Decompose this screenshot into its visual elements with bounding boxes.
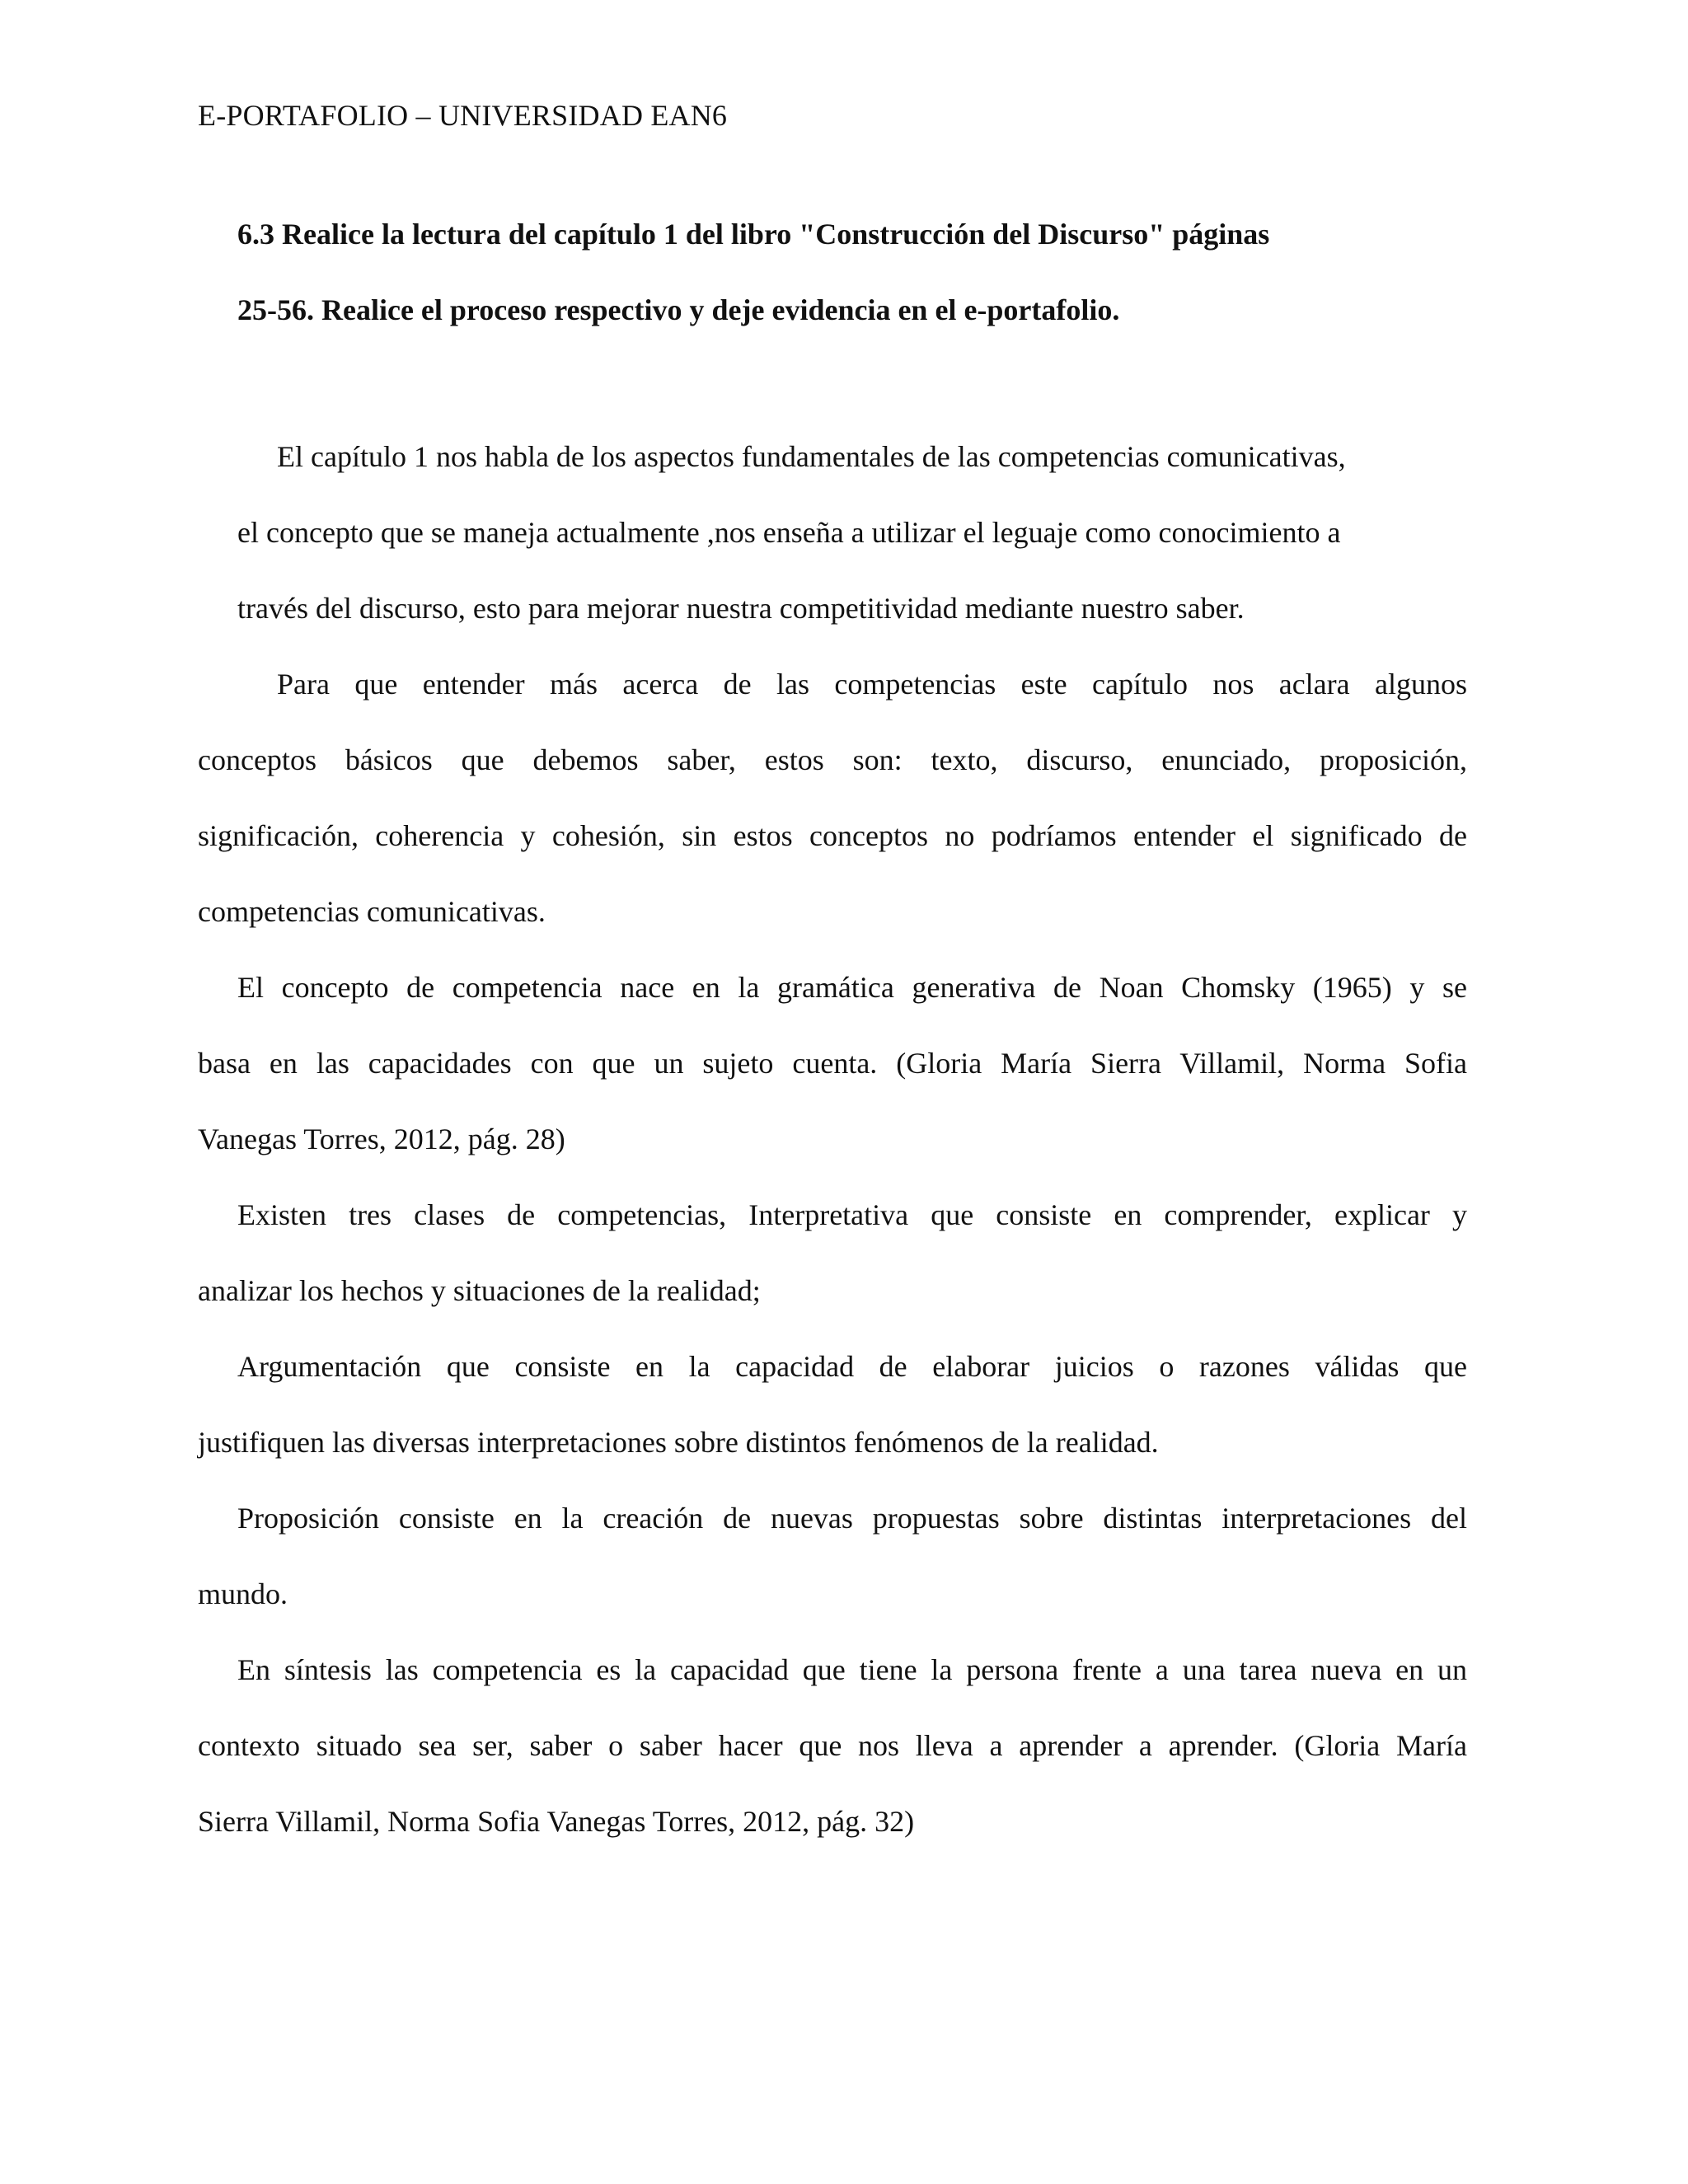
paragraph-line: analizar los hechos y situaciones de la realidad; [198,1274,761,1307]
paragraph-proposition [198,1480,1467,1632]
paragraph-line: El concepto de competencia nace en la gramática generativa de Noan Chomsky (1965) y se [237,971,1467,1004]
paragraph-line: Existen tres clases de competencias, Interpretativa que consiste en comprender, explicar y [237,1198,1467,1231]
paragraph-line: el concepto que se maneja actualmente ,nos enseña a utilizar el leguaje como conocimiento a [237,516,1341,549]
paragraph-line: basa en las capacidades con que un sujeto cuenta. (Gloria María Sierra Villamil, Norma Sofia [198,1047,1467,1080]
paragraph-line: Para que entender más acerca de las competencias este capítulo nos aclara algunos [277,668,1467,701]
paragraph-argumentation [198,1329,1467,1480]
paragraph-line: través del discurso, esto para mejorar nuestra competitividad mediante nuestro saber. [237,592,1245,625]
section-heading-line: 6.3 Realice la lectura del capítulo 1 del libro "Construcción del Discurso" páginas [237,218,1270,251]
paragraph-line: conceptos básicos que debemos saber, estos son: texto, discurso, enunciado, proposición, [198,743,1467,776]
paragraph-line: mundo. [198,1577,288,1610]
paragraph-line: Proposición consiste en la creación de nuevas propuestas sobre distintas interpretaciones del [237,1502,1467,1535]
paragraph-line: Vanegas Torres, 2012, pág. 28) [198,1122,565,1155]
paragraph-line: competencias comunicativas. [198,895,546,928]
section-heading [237,196,1474,348]
paragraph-basic-concepts [198,646,1467,949]
paragraph-line: justifiquen las diversas interpretaciones sobre distintos fenómenos de la realidad. [198,1426,1159,1459]
paragraph-chapter-summary [198,419,1467,646]
section-heading-line: 25-56. Realice el proceso respectivo y deje evidencia en el e-portafolio. [237,293,1120,326]
paragraph-line: El capítulo 1 nos habla de los aspectos fundamentales de las competencias comunicativas, [277,440,1346,473]
paragraph-synthesis [198,1632,1467,1859]
paragraph-line: En síntesis las competencia es la capacidad que tiene la persona frente a una tarea nueva en un [237,1653,1467,1686]
paragraph-interpretative [198,1177,1467,1329]
body-text [198,419,1467,1859]
running-head: E-PORTAFOLIO – UNIVERSIDAD EAN6 [198,99,728,132]
paragraph-line: contexto situado sea ser, saber o saber hacer que nos lleva a aprender a aprender. (Gloria María [198,1729,1467,1762]
paragraph-line: significación, coherencia y cohesión, sin estos conceptos no podríamos entender el significado de [198,819,1467,852]
paragraph-competence-origin [198,949,1467,1177]
paragraph-line: Argumentación que consiste en la capacidad de elaborar juicios o razones válidas que [237,1350,1467,1383]
paragraph-line: Sierra Villamil, Norma Sofia Vanegas Torres, 2012, pág. 32) [198,1805,915,1838]
